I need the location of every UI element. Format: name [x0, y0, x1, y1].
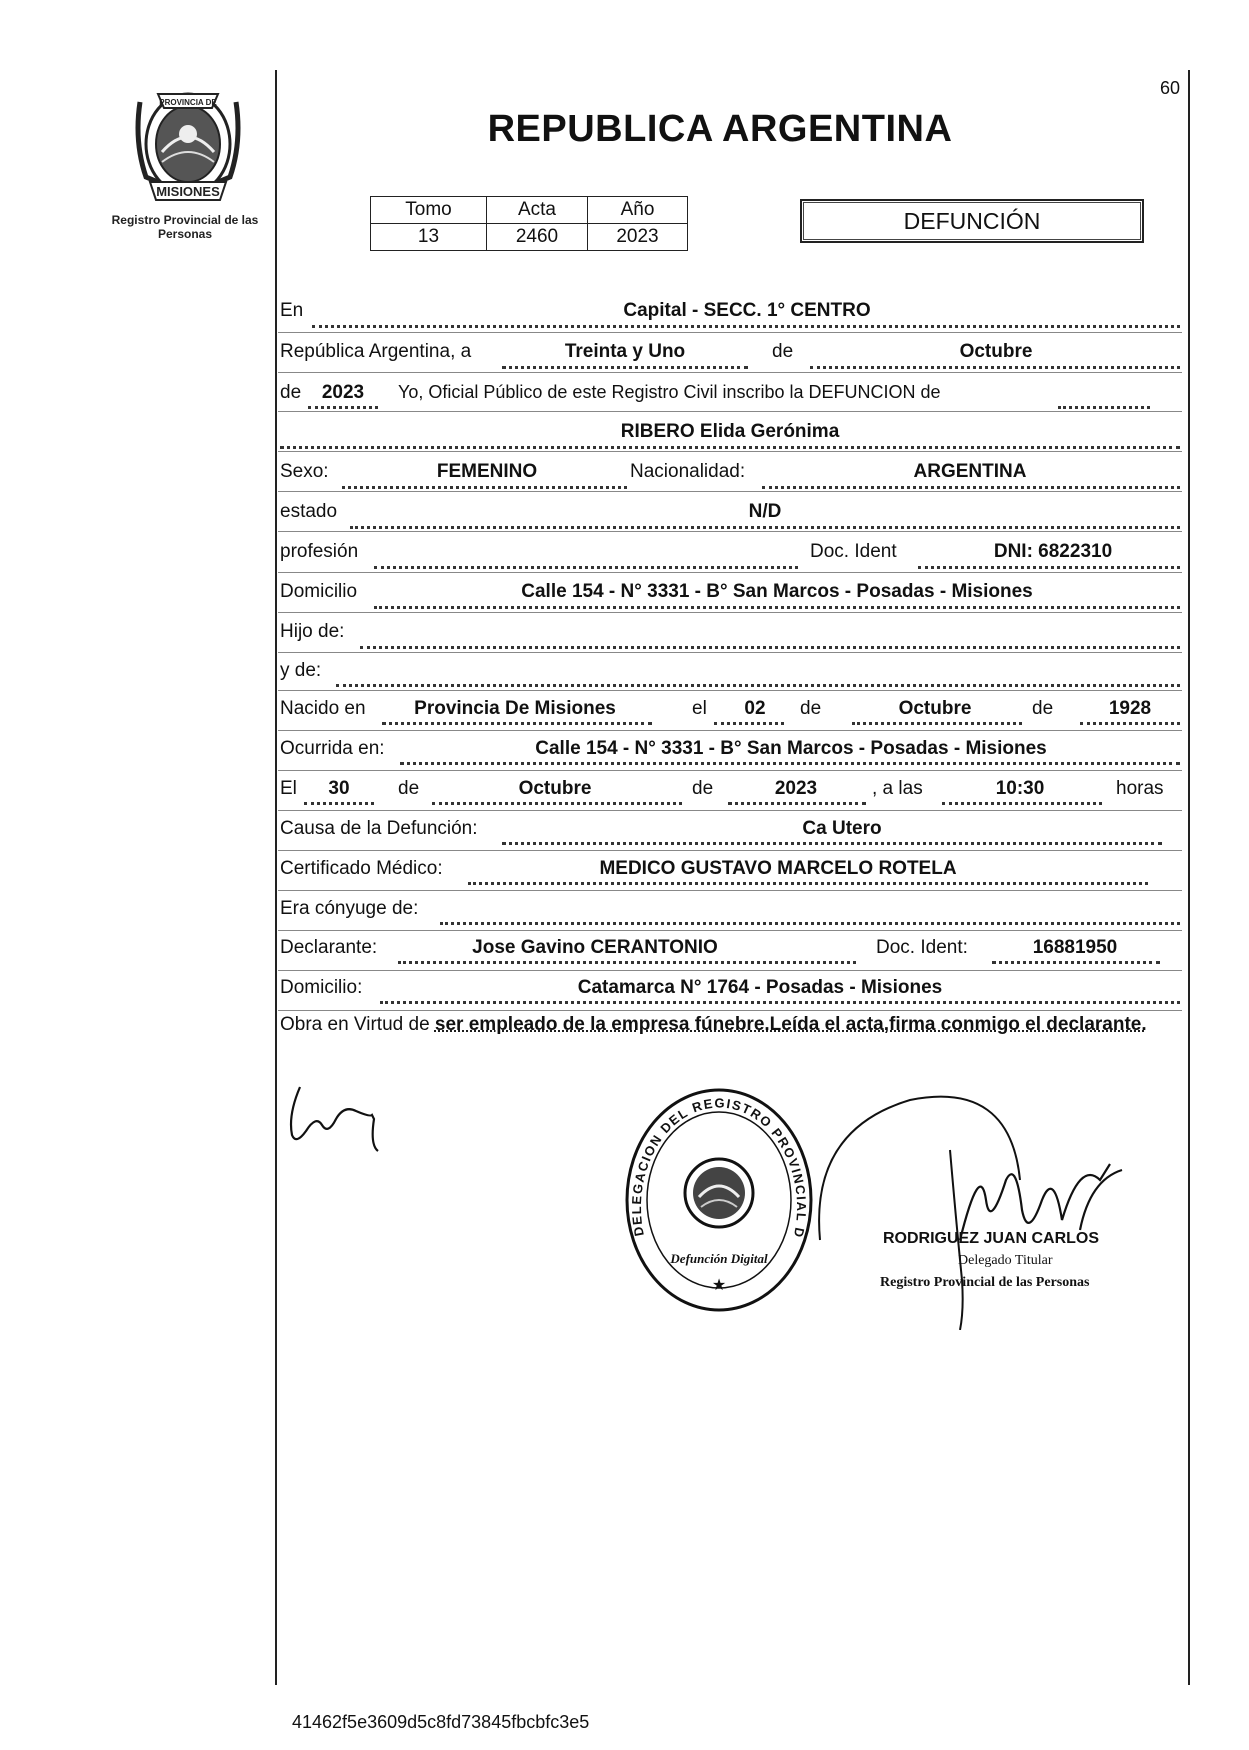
dotted-line — [382, 722, 652, 725]
label-el: el — [692, 698, 707, 719]
row-separator — [278, 730, 1182, 731]
dotted-line — [468, 882, 1148, 885]
dotted-line — [304, 802, 374, 805]
official-seal — [622, 1085, 817, 1315]
label-a-las: , a las — [872, 778, 923, 799]
value-mes-nacimiento: Octubre — [898, 698, 972, 719]
value-mes-fallecimiento: Octubre — [518, 778, 592, 799]
dotted-line — [1080, 722, 1180, 725]
header-anio: Año — [588, 197, 688, 224]
dotted-line — [502, 842, 1162, 845]
value-estado: N/D — [748, 501, 782, 522]
value-lugar-nacimiento: Provincia De Misiones — [414, 698, 616, 719]
dotted-line — [400, 762, 1180, 765]
dotted-line — [762, 486, 1180, 489]
label-doc-ident: Doc. Ident — [810, 541, 897, 562]
dotted-line — [380, 1001, 1180, 1004]
page-number: 60 — [1160, 78, 1181, 98]
reference-table — [370, 196, 688, 251]
row-separator — [278, 411, 1182, 412]
dotted-line — [374, 606, 1180, 609]
row-separator — [278, 372, 1182, 373]
label-de-anio: de — [280, 382, 302, 403]
signature-block — [810, 1090, 1170, 1330]
value-doc-ident: DNI: 6822310 — [993, 541, 1113, 562]
dotted-line — [280, 446, 1180, 449]
value-acta: 2460 — [487, 224, 588, 251]
value-lugar: Capital - SECC. 1° CENTRO — [623, 300, 871, 321]
value-anio-nacimiento: 1928 — [1108, 698, 1152, 719]
value-decl-domicilio: Catamarca N° 1764 - Posadas - Misiones — [577, 977, 943, 998]
dotted-line — [992, 961, 1160, 964]
signer-name: RODRIGUEZ JUAN CARLOS — [883, 1230, 1100, 1247]
act-type-box — [800, 199, 1144, 243]
label-conyuge: Era cónyuge de: — [280, 898, 419, 919]
dotted-line — [350, 526, 1180, 529]
seal-outer-text-path: DELEGACION DEL REGISTRO PROVINCIAL D — [628, 1095, 810, 1240]
label-en: En — [280, 300, 304, 321]
label-horas: horas — [1116, 778, 1164, 799]
value-declarante: Jose Gavino CERANTONIO — [472, 937, 718, 958]
logo-caption: Registro Provincial de las Personas — [111, 213, 259, 241]
dotted-line — [440, 922, 1180, 925]
row-separator — [278, 970, 1182, 971]
row-separator — [278, 451, 1182, 452]
value-mes: Octubre — [959, 341, 1033, 362]
row-separator — [278, 850, 1182, 851]
value-anio-fallecimiento: 2023 — [774, 778, 818, 799]
dotted-line — [308, 406, 378, 409]
dotted-line — [342, 486, 627, 489]
value-nacionalidad: ARGENTINA — [913, 461, 1027, 482]
dotted-line — [1058, 406, 1150, 409]
row-separator — [278, 572, 1182, 573]
star-icon: ★ — [711, 1277, 727, 1294]
document-hash: 41462f5e3609d5c8fd73845fbcbfc3e5 — [292, 1712, 590, 1732]
label-y-de: y de: — [280, 660, 322, 681]
label-hijo-de: Hijo de: — [280, 621, 345, 642]
label-profesion: profesión — [280, 541, 359, 562]
dotted-line — [360, 646, 1180, 649]
row-separator — [278, 531, 1182, 532]
dotted-line — [918, 566, 1180, 569]
logo-banner-text: MISIONES — [156, 184, 220, 199]
right-margin-line — [1188, 70, 1190, 1685]
handwritten-initials — [282, 1075, 392, 1155]
row-separator — [278, 770, 1182, 771]
act-type-label: DEFUNCIÓN — [903, 207, 1041, 234]
label-republica: República Argentina, a — [280, 341, 472, 362]
row-separator — [278, 890, 1182, 891]
value-decl-doc: 16881950 — [1032, 937, 1118, 958]
value-sexo: FEMENINO — [436, 461, 538, 482]
dotted-line — [502, 366, 748, 369]
label-certificado: Certificado Médico: — [280, 858, 443, 879]
label-de-mes-fallec: de — [398, 778, 420, 799]
row-fecha-fallecimiento — [280, 778, 1190, 812]
dotted-line — [398, 961, 856, 964]
label-causa: Causa de la Defunción: — [280, 818, 478, 839]
obra-en-virtud — [280, 1010, 1180, 1040]
label-decl-domicilio: Domicilio: — [280, 977, 363, 998]
reference-table-header-row — [371, 197, 688, 224]
value-causa: Ca Utero — [802, 818, 882, 839]
dotted-line — [312, 325, 1180, 328]
dotted-line — [432, 802, 682, 805]
label-de: de — [772, 341, 794, 362]
value-certificado: MEDICO GUSTAVO MARCELO ROTELA — [599, 858, 957, 879]
value-anio-inscripcion: 2023 — [321, 382, 365, 403]
value-nombre-fallecido: RIBERO Elida Gerónima — [620, 421, 840, 442]
label-estado: estado — [280, 501, 338, 522]
value-dia-letras: Treinta y Uno — [564, 341, 686, 362]
label-de-anio-fallec: de — [692, 778, 714, 799]
dotted-line — [852, 722, 1022, 725]
row-separator — [278, 930, 1182, 931]
header-acta: Acta — [487, 197, 588, 224]
header-tomo: Tomo — [371, 197, 487, 224]
label-obra: Obra en Virtud de — [280, 1014, 430, 1035]
left-margin-line — [275, 70, 277, 1685]
text-inscribo: Yo, Oficial Público de este Registro Civil inscribo la DEFUNCION de — [398, 382, 941, 402]
value-domicilio: Calle 154 - N° 3331 - B° San Marcos - Posadas - Misiones — [521, 581, 1033, 602]
label-ocurrida-en: Ocurrida en: — [280, 738, 385, 759]
label-de-mes: de — [800, 698, 822, 719]
row-separator — [278, 652, 1182, 653]
label-declarante: Declarante: — [280, 937, 378, 958]
province-logo — [128, 82, 248, 212]
label-nacido-en: Nacido en — [280, 698, 366, 719]
reference-table-value-row — [371, 224, 688, 251]
dotted-line — [942, 802, 1102, 805]
dotted-line — [810, 366, 1180, 369]
dotted-line — [714, 722, 784, 725]
value-hora: 10:30 — [995, 778, 1045, 799]
row-separator — [278, 491, 1182, 492]
value-lugar-fallecimiento: Calle 154 - N° 3331 - B° San Marcos - Posadas - Misiones — [535, 738, 1047, 759]
label-de-anio-nac: de — [1032, 698, 1054, 719]
seal-inner-text: Defunción Digital — [670, 1251, 768, 1266]
value-tomo: 13 — [371, 224, 487, 251]
value-dia-fallecimiento: 30 — [328, 778, 350, 799]
dotted-line — [728, 802, 866, 805]
row-separator — [278, 332, 1182, 333]
dotted-line — [374, 566, 798, 569]
label-decl-doc: Doc. Ident: — [876, 937, 968, 958]
label-sexo: Sexo: — [280, 461, 329, 482]
label-el-fecha: El — [280, 778, 297, 799]
logo-top-text: PROVINCIA DE — [159, 98, 217, 107]
row-separator — [278, 690, 1182, 691]
dotted-line — [336, 684, 1180, 687]
signer-role: Delegado Titular — [958, 1253, 1053, 1268]
value-obra: ser empleado de la empresa fúnebre.Leída el acta,firma conmigo el declarante. — [434, 1014, 1147, 1035]
label-domicilio: Domicilio — [280, 581, 358, 602]
signer-organization: Registro Provincial de las Personas — [880, 1275, 1090, 1290]
value-anio: 2023 — [588, 224, 688, 251]
value-dia-nacimiento: 02 — [744, 698, 766, 719]
page-title: REPUBLICA ARGENTINA — [487, 108, 953, 150]
row-separator — [278, 612, 1182, 613]
label-nacionalidad: Nacionalidad: — [630, 461, 746, 482]
